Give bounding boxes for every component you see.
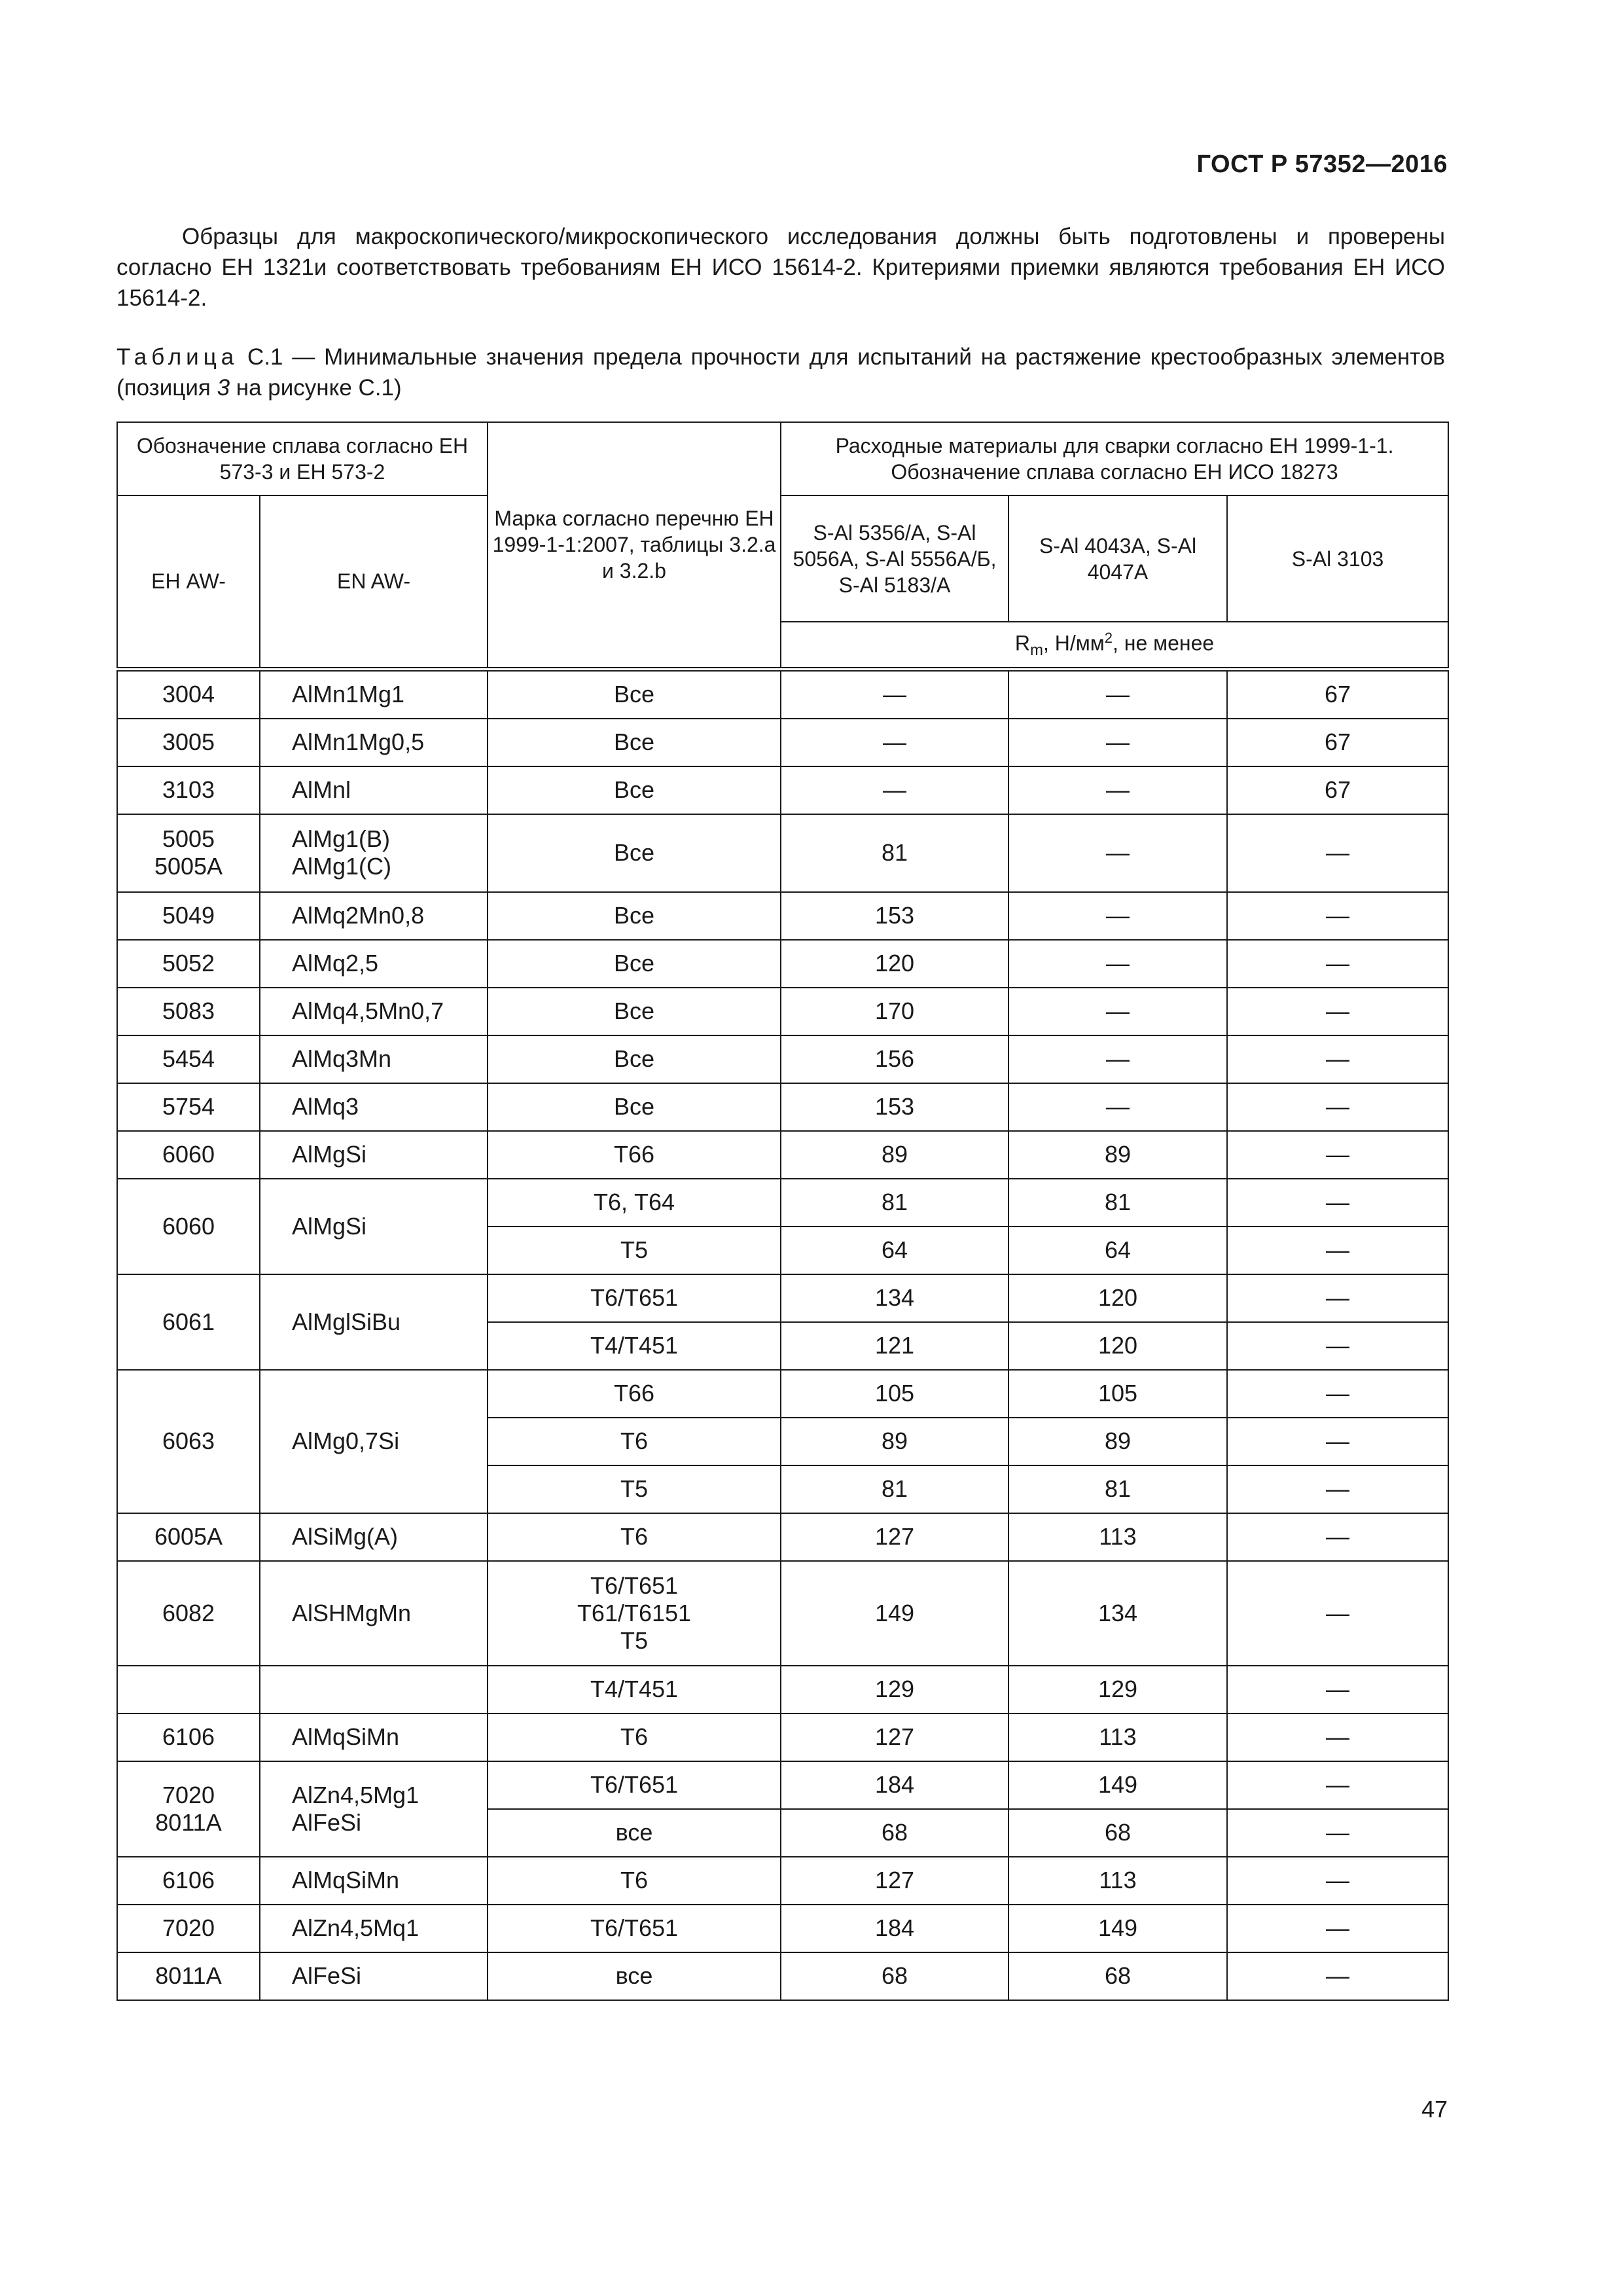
cell-alloy: AlMq3Mn [260, 1035, 488, 1083]
cell-value-b: 149 [1008, 1761, 1227, 1809]
cell-value-b: — [1008, 892, 1227, 940]
cell-value-b: — [1008, 814, 1227, 892]
cell-grade: Все [488, 814, 781, 892]
cell-en-aw: 6063 [117, 1370, 260, 1513]
caption-text-before: С.1 — Минимальные значения предела прочности для испытаний на растяжение крестообразных элементов (позиция [116, 344, 1445, 401]
cell-alloy: AlMq3 [260, 1083, 488, 1131]
cell-grade: Все [488, 1035, 781, 1083]
cell-value-b: 120 [1008, 1322, 1227, 1370]
cell-grade: все [488, 1952, 781, 2000]
cell-value-a: 89 [781, 1131, 1008, 1179]
cell-grade: Все [488, 1083, 781, 1131]
cell-value-b: — [1008, 669, 1227, 719]
cell-value-b: 89 [1008, 1418, 1227, 1465]
cell-alloy: AlMgSi [260, 1179, 488, 1274]
cell-value-c: — [1227, 988, 1448, 1035]
table-row [117, 1179, 1448, 1227]
cell-en-aw: 6061 [117, 1274, 260, 1370]
table-row [117, 669, 1448, 719]
cell-grade: Все [488, 669, 781, 719]
cell-en-aw: 5052 [117, 940, 260, 988]
cell-value-b: — [1008, 719, 1227, 766]
cell-value-c: — [1227, 1952, 1448, 2000]
cell-alloy: AlMq2Mn0,8 [260, 892, 488, 940]
cell-en-aw: 5754 [117, 1083, 260, 1131]
cell-value-a: 120 [781, 940, 1008, 988]
intro-paragraph [116, 221, 1445, 314]
cell-value-a: 105 [781, 1370, 1008, 1418]
cell-value-c: — [1227, 892, 1448, 940]
caption-text-after: на рисунке С.1) [230, 375, 402, 401]
cell-value-a: 153 [781, 1083, 1008, 1131]
cell-grade: Все [488, 719, 781, 766]
cell-value-c: 67 [1227, 669, 1448, 719]
header-grade: Марка согласно перечню ЕН 1999-1-1:2007, таблицы 3.2.а и 3.2.b [488, 422, 781, 669]
cell-en-aw: 3103 [117, 766, 260, 814]
header-filler-4xxx: S-Al 4043A, S-Al 4047A [1008, 495, 1227, 622]
cell-alloy: AlSHMgMn [260, 1561, 488, 1666]
header-consumables: Расходные материалы для сварки согласно ЕН 1999-1-1. Обозначение сплава согласно ЕН ИСО 18273 [781, 422, 1448, 495]
cell-grade: Т6, Т64 [488, 1179, 781, 1227]
cell-value-c: — [1227, 1131, 1448, 1179]
cell-grade: T6/T651 [488, 1905, 781, 1952]
cell-alloy: AlZn4,5Mq1 [260, 1905, 488, 1952]
cell-value-b: — [1008, 766, 1227, 814]
cell-en-aw: 3004 [117, 669, 260, 719]
cell-grade: T6 [488, 1513, 781, 1561]
cell-alloy: AlMg0,7Si [260, 1370, 488, 1513]
header-rm-unit: $R_m$, $Н/мм^2$, не менее [781, 622, 1448, 669]
table-row [117, 1131, 1448, 1179]
page-number: 47 [1421, 2096, 1448, 2123]
tensile-strength-table [116, 422, 1449, 2001]
cell-en-aw: 5049 [117, 892, 260, 940]
cell-grade: T5 [488, 1227, 781, 1274]
table-row [117, 766, 1448, 814]
cell-value-c: — [1227, 1179, 1448, 1227]
header-en-aw-ru: ЕН AW- [117, 495, 260, 669]
cell-en-aw: 7020 8011A [117, 1761, 260, 1857]
table-row [117, 719, 1448, 766]
cell-value-b: 89 [1008, 1131, 1227, 1179]
cell-grade: T6 [488, 1713, 781, 1761]
cell-value-a: 81 [781, 1179, 1008, 1227]
cell-value-c: — [1227, 1561, 1448, 1666]
cell-grade: T6 [488, 1857, 781, 1905]
table-row [117, 1713, 1448, 1761]
cell-value-c: — [1227, 1761, 1448, 1809]
cell-alloy: AlMnl [260, 766, 488, 814]
cell-alloy: AlMq2,5 [260, 940, 488, 988]
table-row [117, 1952, 1448, 2000]
cell-value-b: 120 [1008, 1274, 1227, 1322]
cell-alloy: AlMglSiBu [260, 1274, 488, 1370]
cell-grade: T66 [488, 1370, 781, 1418]
cell-value-a: 184 [781, 1761, 1008, 1809]
cell-value-b: 64 [1008, 1227, 1227, 1274]
table-row [117, 1761, 1448, 1809]
cell-grade: T66 [488, 1131, 781, 1179]
header-en-aw-en: EN AW- [260, 495, 488, 669]
cell-value-a: 184 [781, 1905, 1008, 1952]
cell-en-aw: 6082 [117, 1561, 260, 1666]
cell-value-b: 68 [1008, 1809, 1227, 1857]
cell-value-c: — [1227, 1809, 1448, 1857]
cell-value-c: — [1227, 1370, 1448, 1418]
cell-grade: T6/T651 T61/T6151 T5 [488, 1561, 781, 1666]
cell-value-b: 129 [1008, 1666, 1227, 1713]
table-caption [116, 342, 1445, 403]
cell-en-aw: 8011A [117, 1952, 260, 2000]
cell-value-b: — [1008, 988, 1227, 1035]
cell-value-b: 105 [1008, 1370, 1227, 1418]
cell-grade: T6/T651 [488, 1274, 781, 1322]
cell-value-a: 81 [781, 1465, 1008, 1513]
table-row [117, 1370, 1448, 1418]
cell-alloy: AlZn4,5Mg1 AlFeSi [260, 1761, 488, 1857]
cell-value-c: — [1227, 1713, 1448, 1761]
cell-alloy [260, 1666, 488, 1713]
cell-alloy: AlMg1(B) AlMg1(C) [260, 814, 488, 892]
cell-value-c: — [1227, 1322, 1448, 1370]
cell-value-b: — [1008, 1083, 1227, 1131]
cell-value-b: 134 [1008, 1561, 1227, 1666]
table-row [117, 1666, 1448, 1713]
cell-value-b: 113 [1008, 1857, 1227, 1905]
table-row [117, 1513, 1448, 1561]
table-row [117, 892, 1448, 940]
table-row [117, 1857, 1448, 1905]
cell-en-aw: 7020 [117, 1905, 260, 1952]
cell-value-b: 113 [1008, 1513, 1227, 1561]
cell-grade: T4/T451 [488, 1666, 781, 1713]
cell-value-c: — [1227, 940, 1448, 988]
cell-value-a: — [781, 669, 1008, 719]
cell-alloy: AlFeSi [260, 1952, 488, 2000]
cell-alloy: AlMn1Mg0,5 [260, 719, 488, 766]
table-row [117, 1035, 1448, 1083]
cell-value-a: 68 [781, 1809, 1008, 1857]
cell-value-a: 64 [781, 1227, 1008, 1274]
cell-en-aw: 3005 [117, 719, 260, 766]
cell-value-b: 81 [1008, 1179, 1227, 1227]
cell-value-c: — [1227, 1418, 1448, 1465]
cell-en-aw [117, 1666, 260, 1713]
table-row [117, 1274, 1448, 1322]
cell-value-a: 134 [781, 1274, 1008, 1322]
cell-value-c: 67 [1227, 719, 1448, 766]
cell-en-aw: 5083 [117, 988, 260, 1035]
cell-grade: T5 [488, 1465, 781, 1513]
cell-en-aw: 5454 [117, 1035, 260, 1083]
cell-value-a: — [781, 719, 1008, 766]
cell-value-c: — [1227, 1857, 1448, 1905]
cell-value-c: — [1227, 1465, 1448, 1513]
cell-alloy: AlMqSiMn [260, 1713, 488, 1761]
cell-grade: Все [488, 766, 781, 814]
cell-value-a: 153 [781, 892, 1008, 940]
header-filler-3103: S-Al 3103 [1227, 495, 1448, 622]
cell-value-c: — [1227, 1905, 1448, 1952]
cell-value-a: 68 [781, 1952, 1008, 2000]
cell-en-aw: 6060 [117, 1131, 260, 1179]
cell-value-a: 121 [781, 1322, 1008, 1370]
cell-value-a: 170 [781, 988, 1008, 1035]
table-row [117, 940, 1448, 988]
cell-value-b: 149 [1008, 1905, 1227, 1952]
cell-value-c: — [1227, 1666, 1448, 1713]
standard-designation: ГОСТ Р 57352—2016 [1196, 151, 1448, 178]
header-alloy-designation: Обозначение сплава согласно ЕН 573-3 и ЕН 573-2 [117, 422, 488, 495]
caption-position: 3 [217, 375, 230, 401]
cell-value-a: 127 [781, 1857, 1008, 1905]
cell-grade: T4/T451 [488, 1322, 781, 1370]
cell-value-c: 67 [1227, 766, 1448, 814]
cell-value-a: 149 [781, 1561, 1008, 1666]
caption-label: Таблица [116, 344, 239, 370]
cell-grade: Все [488, 892, 781, 940]
cell-alloy: AlMn1Mg1 [260, 669, 488, 719]
cell-grade: T6/T651 [488, 1761, 781, 1809]
cell-value-b: 113 [1008, 1713, 1227, 1761]
cell-grade: Все [488, 988, 781, 1035]
cell-value-c: — [1227, 1274, 1448, 1322]
table-row [117, 988, 1448, 1035]
table-row [117, 1561, 1448, 1666]
cell-grade: Все [488, 940, 781, 988]
cell-value-a: 156 [781, 1035, 1008, 1083]
table-row [117, 1083, 1448, 1131]
cell-en-aw: 5005 5005A [117, 814, 260, 892]
cell-value-c: — [1227, 1083, 1448, 1131]
cell-value-c: — [1227, 1513, 1448, 1561]
cell-value-c: — [1227, 814, 1448, 892]
cell-value-c: — [1227, 1035, 1448, 1083]
cell-value-a: 127 [781, 1513, 1008, 1561]
cell-grade: T6 [488, 1418, 781, 1465]
cell-value-a: 89 [781, 1418, 1008, 1465]
cell-value-a: 81 [781, 814, 1008, 892]
cell-en-aw: 6106 [117, 1857, 260, 1905]
cell-value-a: 127 [781, 1713, 1008, 1761]
table-row [117, 814, 1448, 892]
cell-en-aw: 6106 [117, 1713, 260, 1761]
header-filler-5xxx: S-Al 5356/A, S-Al 5056A, S-Al 5556А/Б, S-Al 5183/A [781, 495, 1008, 622]
cell-value-b: 68 [1008, 1952, 1227, 2000]
cell-value-b: 81 [1008, 1465, 1227, 1513]
cell-en-aw: 6005A [117, 1513, 260, 1561]
cell-alloy: AlMqSiMn [260, 1857, 488, 1905]
intro-text: Образцы для макроскопического/микроскопического исследования должны быть подготовлены и проверены согласно ЕН 1321и соответствовать требованиям ЕН ИСО 15614-2. Критериями приемки являются требования ЕН ИСО 15614-2. [116, 224, 1445, 311]
cell-value-b: — [1008, 940, 1227, 988]
cell-alloy: AlSiMg(A) [260, 1513, 488, 1561]
cell-value-a: — [781, 766, 1008, 814]
cell-value-a: 129 [781, 1666, 1008, 1713]
cell-value-c: — [1227, 1227, 1448, 1274]
cell-en-aw: 6060 [117, 1179, 260, 1274]
table-row [117, 1905, 1448, 1952]
cell-alloy: AlMq4,5Mn0,7 [260, 988, 488, 1035]
cell-grade: все [488, 1809, 781, 1857]
cell-alloy: AlMgSi [260, 1131, 488, 1179]
cell-value-b: — [1008, 1035, 1227, 1083]
